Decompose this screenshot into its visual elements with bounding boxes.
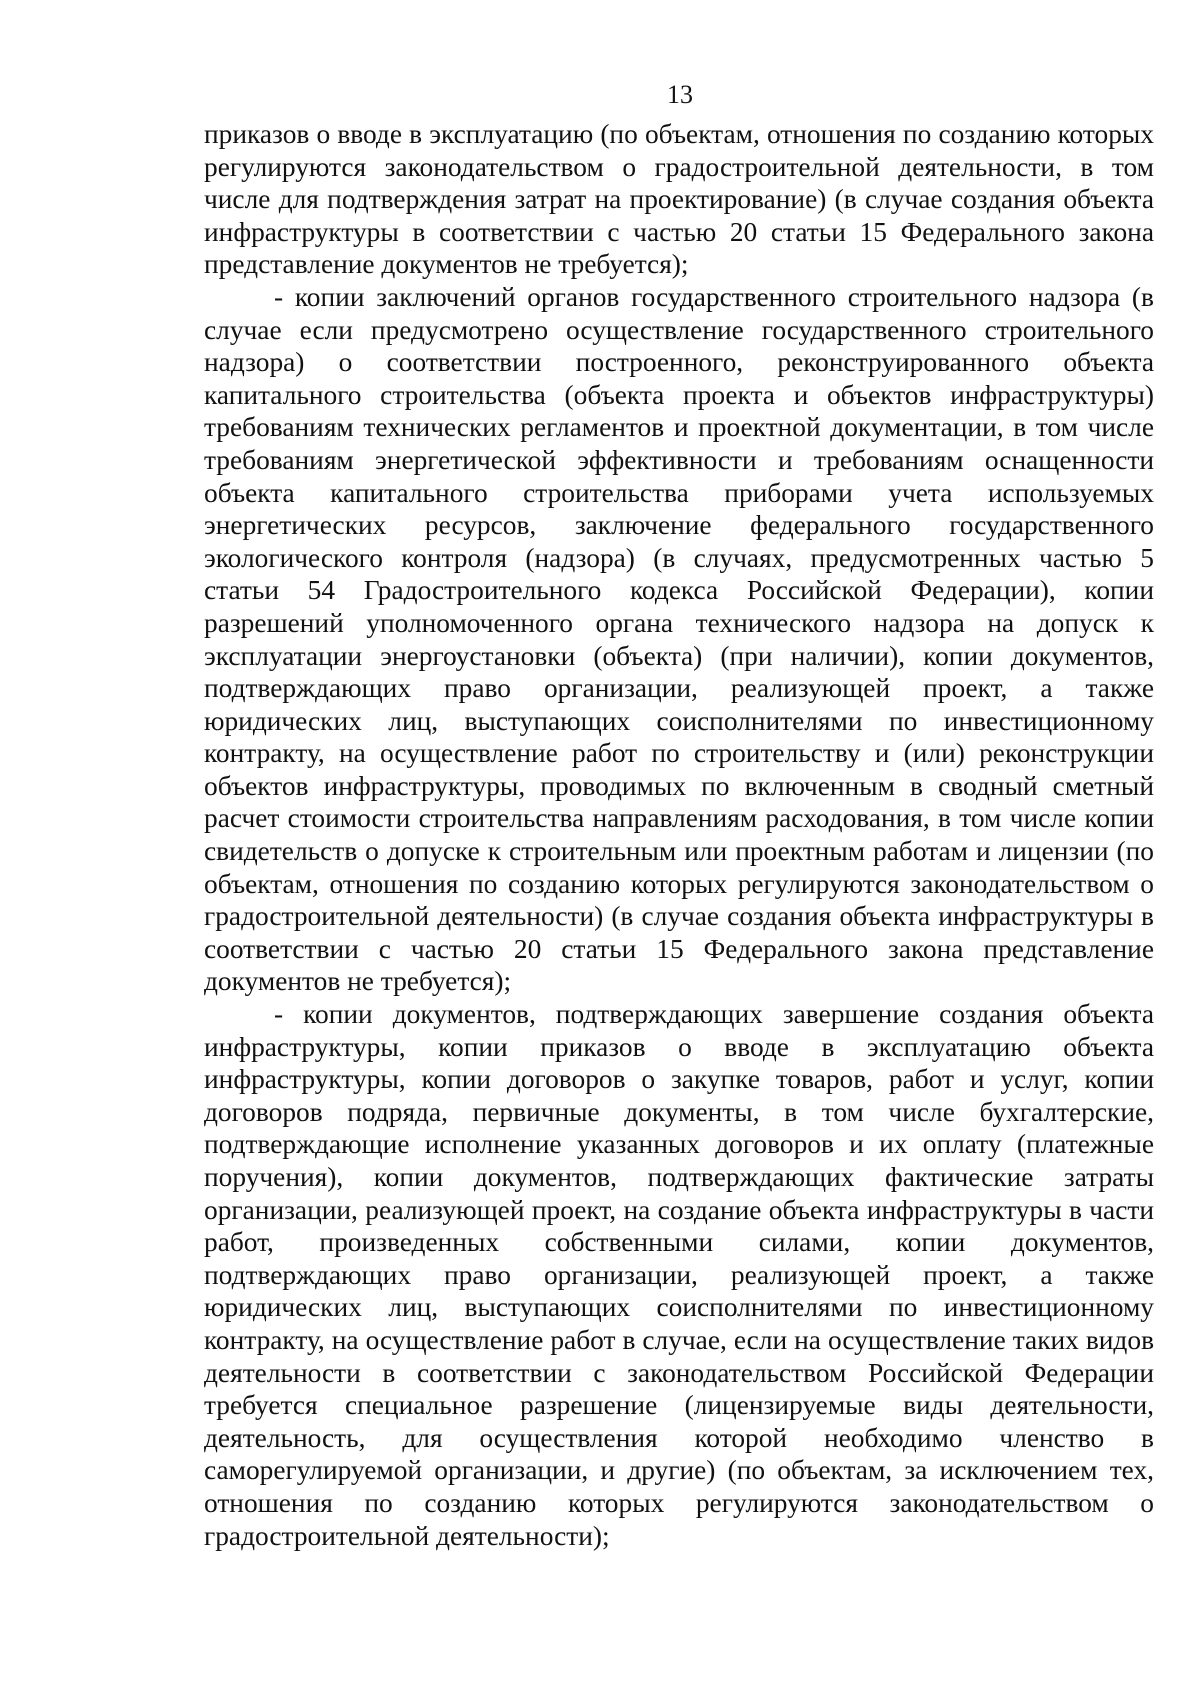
document-body: [204, 118, 1154, 1552]
paragraph-supervision-conclusions: - копии заключений органов государственного строительного надзора (в случае если предусмотрено осуществление государственного строительного надзора) о соответствии построенного, реконструированного объекта капитального строительства (объекта проекта и объектов инфраструктуры) требованиям технических регламентов и проектной документации, в том числе требованиям энергетической эффективности и требованиям оснащенности объекта капитального строительства приборами учета используемых энергетических ресурсов, заключение федерального государственного экологического контроля (надзора) (в случаях, предусмотренных частью 5 статьи 54 Градостроительного кодекса Российской Федерации), копии разрешений уполномоченного органа технического надзора на допуск к эксплуатации энергоустановки (объекта) (при наличии), копии документов, подтверждающих право организации, реализующей проект, а также юридических лиц, выступающих соисполнителями по инвестиционному контракту, на осуществление работ по строительству и (или) реконструкции объектов инфраструктуры, проводимых по включенным в сводный сметный расчет стоимости строительства направлениям расходования, в том числе копии свидетельств о допуске к строительным или проектным работам и лицензии (по объектам, отношения по созданию которых регулируются законодательством о градостроительной деятельности) (в случае создания объекта инфраструктуры в соответствии с частью 20 статьи 15 Федерального закона представление документов не требуется);: [204, 281, 1154, 997]
paragraph-continuation: приказов о вводе в эксплуатацию (по объектам, отношения по созданию которых регулируются законодательством о градостроительной деятельности, в том числе для подтверждения затрат на проектирование) (в случае создания объекта инфраструктуры в соответствии с частью 20 статьи 15 Федерального закона представление документов не требуется);: [204, 119, 1154, 280]
page-number: 13: [667, 80, 693, 109]
paragraph-completion-documents: - копии документов, подтверждающих завершение создания объекта инфраструктуры, копии приказов о вводе в эксплуатацию объекта инфраструктуры, копии договоров о закупке товаров, работ и услуг, копии договоров подряда, первичные документы, в том числе бухгалтерские, подтверждающие исполнение указанных договоров и их оплату (платежные поручения), копии документов, подтверждающих фактические затраты организации, реализующей проект, на создание объекта инфраструктуры в части работ, произведенных собственными силами, копии документов, подтверждающих право организации, реализующей проект, а также юридических лиц, выступающих соисполнителями по инвестиционному контракту, на осуществление работ в случае, если на осуществление таких видов деятельности в соответствии с законодательством Российской Федерации требуется специальное разрешение (лицензируемые виды деятельности, деятельность, для осуществления которой необходимо членство в саморегулируемой организации, и другие) (по объектам, за исключением тех, отношения по созданию которых регулируются законодательством о градостроительной деятельности);: [204, 999, 1154, 1551]
